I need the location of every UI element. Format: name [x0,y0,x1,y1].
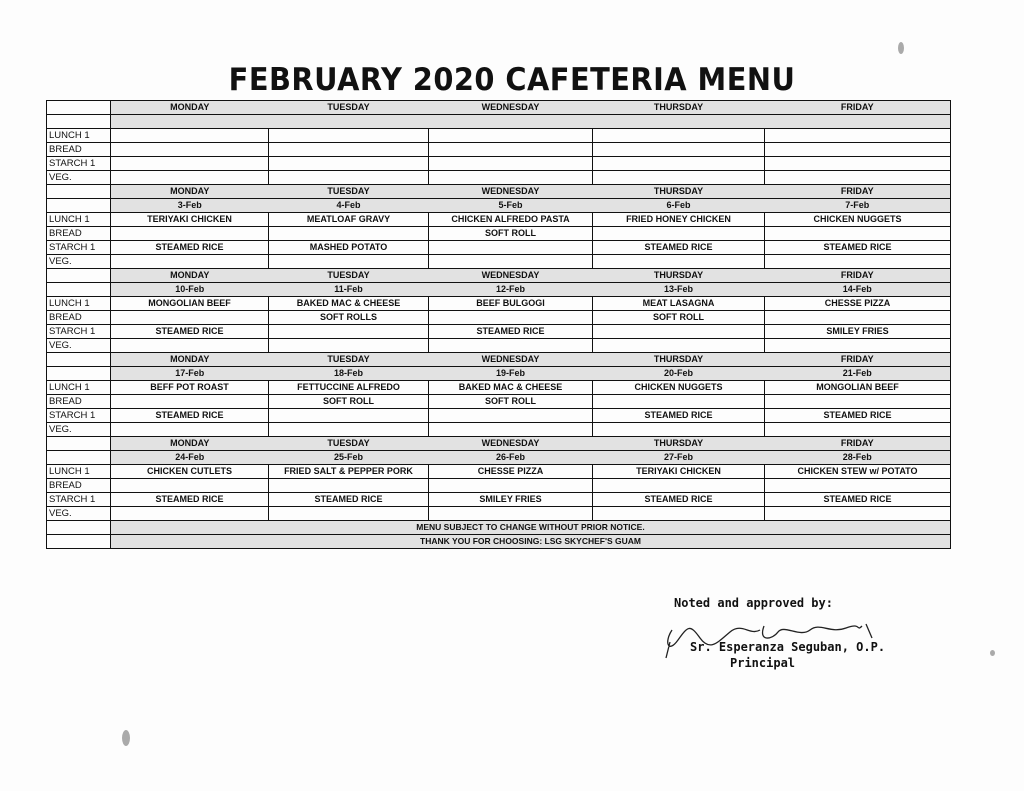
day-header: WEDNESDAY [429,185,593,199]
menu-cell: SOFT ROLLS [269,311,429,325]
row-label: BREAD [47,143,111,157]
meal-row-veg [47,171,951,185]
row-label: STARCH 1 [47,157,111,171]
menu-cell: MASHED POTATO [269,241,429,255]
day-header: MONDAY [111,101,269,115]
date-header: 5-Feb [429,199,593,213]
menu-cell [593,227,765,241]
approval-role: Principal [730,656,796,670]
day-header: THURSDAY [593,101,765,115]
meal-row-lunch [47,129,951,143]
signature-mark [660,612,900,662]
date-header: 21-Feb [765,367,951,381]
menu-cell: CHICKEN ALFREDO PASTA [429,213,593,227]
menu-cell: FETTUCCINE ALFREDO [269,381,429,395]
date-header: 11-Feb [269,283,429,297]
menu-cell: CHESSE PIZZA [765,297,951,311]
menu-cell [429,479,593,493]
menu-cell: FRIED HONEY CHICKEN [593,213,765,227]
day-header: FRIDAY [765,269,951,283]
menu-cell: TERIYAKI CHICKEN [593,465,765,479]
menu-cell [269,423,429,437]
day-header: THURSDAY [593,437,765,451]
menu-cell: MEAT LASAGNA [593,297,765,311]
date-header: 26-Feb [429,451,593,465]
day-header: TUESDAY [269,437,429,451]
day-header: FRIDAY [765,353,951,367]
thanks-row-text: THANK YOU FOR CHOOSING: LSG SKYCHEF'S GUAM [111,535,951,549]
menu-cell [765,171,951,185]
date-header: 19-Feb [429,367,593,381]
menu-cell: STEAMED RICE [111,409,269,423]
date-header: 20-Feb [593,367,765,381]
menu-body [47,101,951,549]
menu-cell [111,507,269,521]
notice-label-cell [47,535,111,549]
meal-row-lunch [47,381,951,395]
meal-row-veg [47,255,951,269]
header-label-cell [47,199,111,213]
menu-cell [593,479,765,493]
header-label-cell [47,115,111,129]
day-header: THURSDAY [593,185,765,199]
menu-cell [269,325,429,339]
day-header: WEDNESDAY [429,353,593,367]
notice-row-text: MENU SUBJECT TO CHANGE WITHOUT PRIOR NOTICE. [111,521,951,535]
menu-cell [593,325,765,339]
scan-speck [898,42,904,54]
page-title: FEBRUARY 2020 CAFETERIA MENU [228,62,796,98]
day-header: MONDAY [111,185,269,199]
date-header [593,115,765,129]
row-label: LUNCH 1 [47,381,111,395]
menu-cell [593,143,765,157]
date-header: 28-Feb [765,451,951,465]
menu-cell: STEAMED RICE [111,493,269,507]
meal-row-bread [47,395,951,409]
date-header [269,115,429,129]
menu-cell [765,507,951,521]
menu-cell [429,171,593,185]
menu-cell [429,157,593,171]
approval-noted: Noted and approved by: [674,596,833,610]
menu-cell [429,409,593,423]
notice-label-cell [47,521,111,535]
week-header-row [47,353,951,367]
day-header: FRIDAY [765,185,951,199]
menu-cell [269,227,429,241]
week-date-row [47,367,951,381]
header-label-cell [47,283,111,297]
date-header: 10-Feb [111,283,269,297]
menu-cell [765,339,951,353]
day-header: FRIDAY [765,437,951,451]
menu-cell: STEAMED RICE [269,493,429,507]
row-label: LUNCH 1 [47,297,111,311]
row-label: LUNCH 1 [47,213,111,227]
day-header: THURSDAY [593,353,765,367]
menu-cell [111,479,269,493]
menu-cell [269,409,429,423]
row-label: STARCH 1 [47,325,111,339]
date-header: 27-Feb [593,451,765,465]
approval-name: Sr. Esperanza Seguban, O.P. [690,640,886,654]
day-header: TUESDAY [269,185,429,199]
menu-cell [269,507,429,521]
row-label: STARCH 1 [47,409,111,423]
meal-row-lunch [47,465,951,479]
menu-cell [429,143,593,157]
thanks-row [47,535,951,549]
menu-cell: SMILEY FRIES [765,325,951,339]
day-header: WEDNESDAY [429,101,593,115]
scan-speck [990,650,995,656]
date-header [429,115,593,129]
week-date-row [47,451,951,465]
meal-row-starch [47,325,951,339]
menu-cell [593,157,765,171]
menu-cell [765,157,951,171]
menu-cell [429,423,593,437]
meal-row-veg [47,339,951,353]
menu-cell: SOFT ROLL [429,395,593,409]
meal-row-starch [47,157,951,171]
menu-cell: SOFT ROLL [593,311,765,325]
menu-cell [429,241,593,255]
menu-cell: BEEF BULGOGI [429,297,593,311]
scan-speck [122,730,130,746]
row-label: VEG. [47,171,111,185]
menu-cell: CHESSE PIZZA [429,465,593,479]
menu-cell [765,255,951,269]
menu-cell: CHICKEN STEW w/ POTATO [765,465,951,479]
week-header-row [47,185,951,199]
date-header [765,115,951,129]
week-date-row [47,199,951,213]
menu-cell [111,227,269,241]
meal-row-bread [47,311,951,325]
menu-cell [593,171,765,185]
menu-cell: STEAMED RICE [429,325,593,339]
menu-cell [593,129,765,143]
menu-cell: TERIYAKI CHICKEN [111,213,269,227]
menu-cell: BAKED MAC & CHEESE [429,381,593,395]
day-header: MONDAY [111,353,269,367]
row-label: VEG. [47,507,111,521]
menu-cell: CHICKEN CUTLETS [111,465,269,479]
date-header: 12-Feb [429,283,593,297]
row-label: VEG. [47,255,111,269]
header-label-cell [47,367,111,381]
week-date-row [47,115,951,129]
day-header: TUESDAY [269,353,429,367]
menu-cell [269,157,429,171]
week-header-row [47,437,951,451]
menu-cell [111,143,269,157]
menu-cell: MONGOLIAN BEEF [111,297,269,311]
date-header: 7-Feb [765,199,951,213]
menu-cell [765,143,951,157]
menu-cell: BAKED MAC & CHEESE [269,297,429,311]
menu-cell [111,157,269,171]
date-header: 13-Feb [593,283,765,297]
menu-cell [111,423,269,437]
day-header: TUESDAY [269,269,429,283]
menu-cell: FRIED SALT & PEPPER PORK [269,465,429,479]
menu-cell [593,507,765,521]
menu-cell: STEAMED RICE [593,409,765,423]
menu-cell: STEAMED RICE [765,409,951,423]
menu-cell: STEAMED RICE [765,241,951,255]
menu-cell [269,143,429,157]
menu-cell: MEATLOAF GRAVY [269,213,429,227]
notice-row [47,521,951,535]
menu-cell [429,507,593,521]
day-header: THURSDAY [593,269,765,283]
menu-cell [593,255,765,269]
menu-cell [429,311,593,325]
meal-row-veg [47,423,951,437]
day-header: FRIDAY [765,101,951,115]
week-header-row [47,101,951,115]
header-label-cell [47,437,111,451]
row-label: BREAD [47,311,111,325]
meal-row-lunch [47,213,951,227]
date-header: 18-Feb [269,367,429,381]
menu-cell [765,129,951,143]
menu-cell [429,339,593,353]
menu-cell [429,129,593,143]
menu-cell: STEAMED RICE [593,493,765,507]
row-label: LUNCH 1 [47,129,111,143]
date-header: 25-Feb [269,451,429,465]
menu-cell: MONGOLIAN BEEF [765,381,951,395]
meal-row-starch [47,241,951,255]
menu-cell [111,129,269,143]
row-label: VEG. [47,423,111,437]
meal-row-starch [47,409,951,423]
menu-cell [765,395,951,409]
menu-cell [593,395,765,409]
menu-cell [269,255,429,269]
date-header: 3-Feb [111,199,269,213]
menu-cell: STEAMED RICE [111,241,269,255]
menu-cell [593,423,765,437]
menu-cell [593,339,765,353]
row-label: VEG. [47,339,111,353]
menu-cell: BEFF POT ROAST [111,381,269,395]
menu-cell: STEAMED RICE [765,493,951,507]
date-header: 14-Feb [765,283,951,297]
header-label-cell [47,185,111,199]
row-label: STARCH 1 [47,493,111,507]
row-label: BREAD [47,479,111,493]
meal-row-veg [47,507,951,521]
menu-cell [269,129,429,143]
menu-cell [111,339,269,353]
meal-row-bread [47,143,951,157]
menu-cell [269,479,429,493]
day-header: WEDNESDAY [429,437,593,451]
date-header: 17-Feb [111,367,269,381]
menu-cell [765,227,951,241]
row-label: BREAD [47,395,111,409]
menu-cell: CHICKEN NUGGETS [765,213,951,227]
menu-cell [765,423,951,437]
menu-cell: SOFT ROLL [429,227,593,241]
header-label-cell [47,269,111,283]
menu-cell [111,171,269,185]
date-header [111,115,269,129]
meal-row-bread [47,479,951,493]
menu-cell [765,311,951,325]
menu-cell [269,171,429,185]
menu-cell: STEAMED RICE [111,325,269,339]
header-label-cell [47,451,111,465]
week-header-row [47,269,951,283]
menu-cell: SMILEY FRIES [429,493,593,507]
week-date-row [47,283,951,297]
date-header: 24-Feb [111,451,269,465]
row-label: LUNCH 1 [47,465,111,479]
menu-cell: CHICKEN NUGGETS [593,381,765,395]
date-header: 4-Feb [269,199,429,213]
header-label-cell [47,353,111,367]
meal-row-bread [47,227,951,241]
menu-cell: SOFT ROLL [269,395,429,409]
row-label: BREAD [47,227,111,241]
meal-row-lunch [47,297,951,311]
menu-cell [111,255,269,269]
menu-cell [111,311,269,325]
menu-cell [765,479,951,493]
header-label-cell [47,101,111,115]
menu-cell [111,395,269,409]
menu-cell [269,339,429,353]
day-header: WEDNESDAY [429,269,593,283]
day-header: TUESDAY [269,101,429,115]
day-header: MONDAY [111,437,269,451]
meal-row-starch [47,493,951,507]
row-label: STARCH 1 [47,241,111,255]
menu-cell: STEAMED RICE [593,241,765,255]
day-header: MONDAY [111,269,269,283]
menu-table [46,100,951,549]
menu-cell [429,255,593,269]
date-header: 6-Feb [593,199,765,213]
